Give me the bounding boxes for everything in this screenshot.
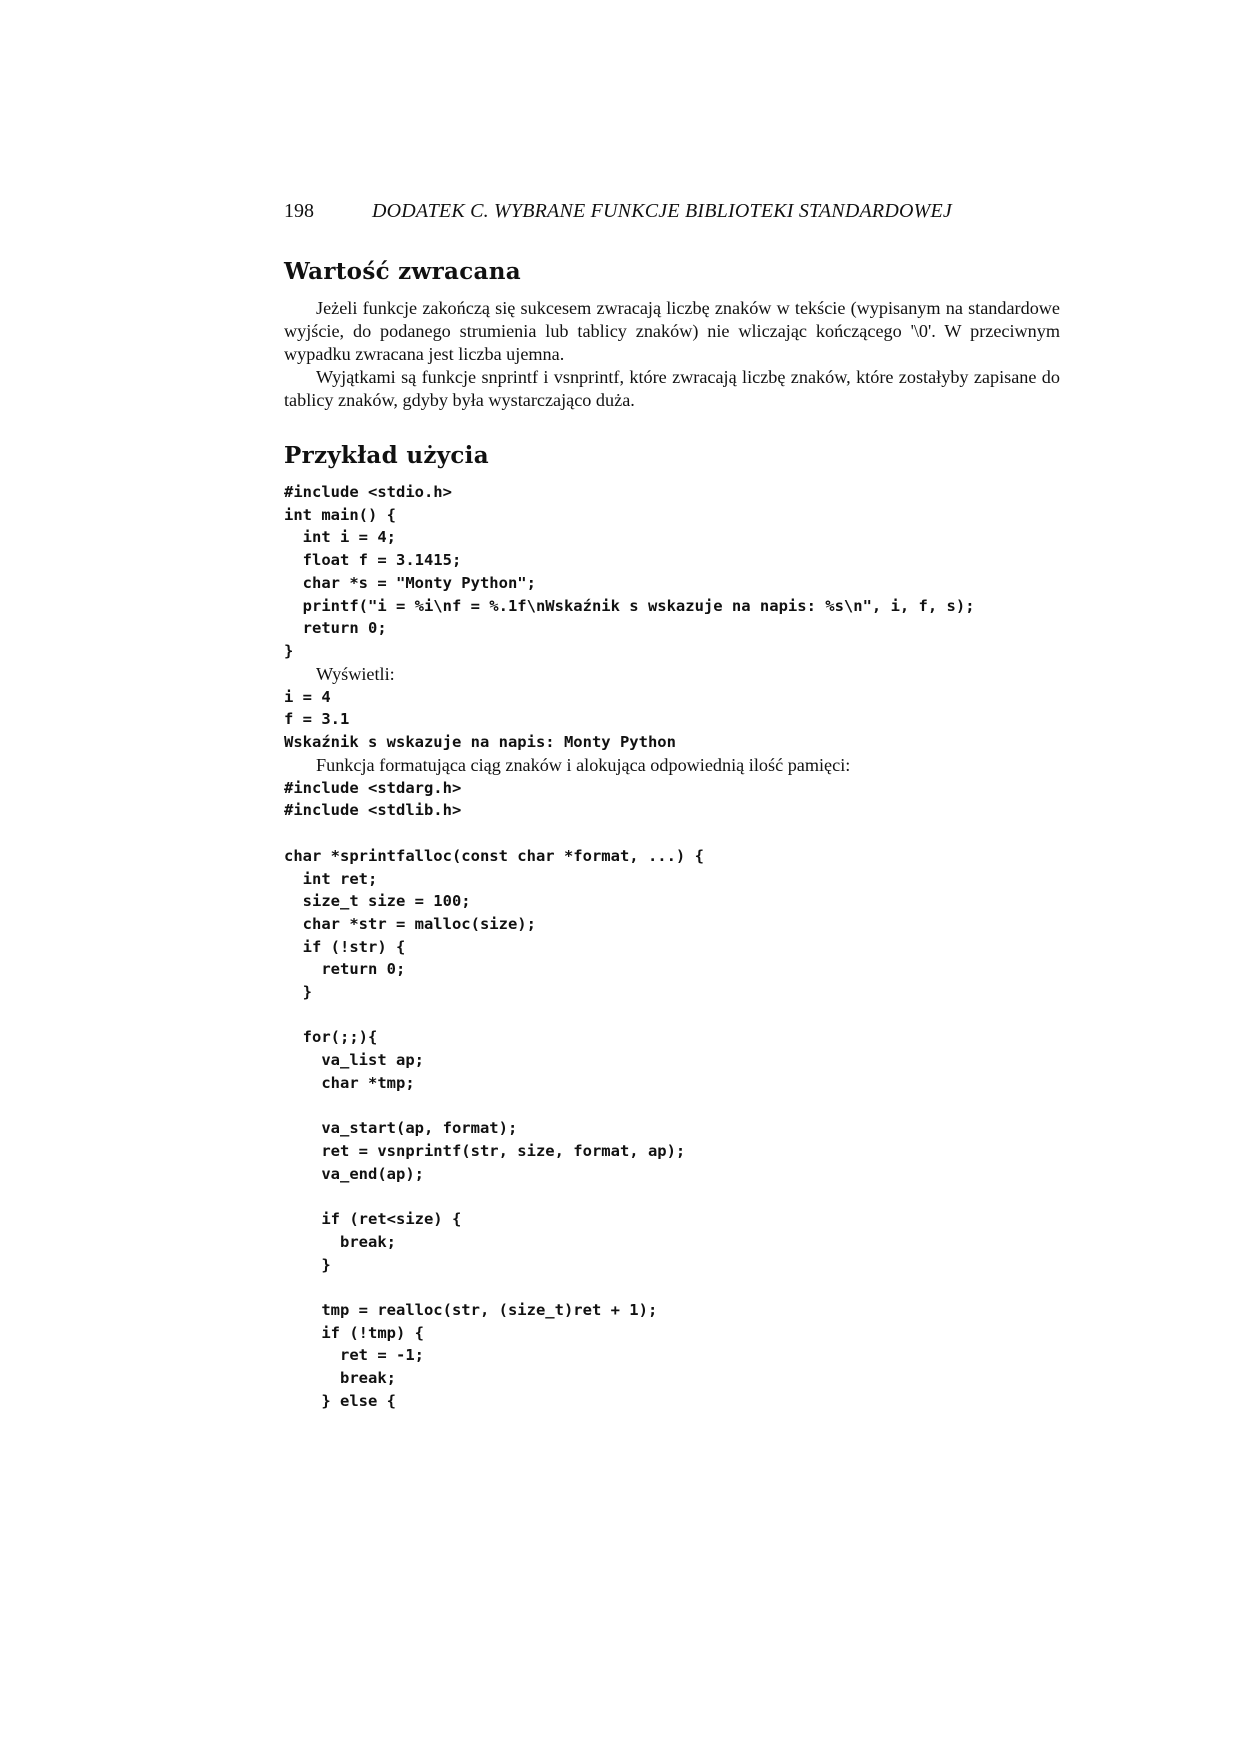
code-listing-sprintfalloc: #include <stdarg.h> #include <stdlib.h> char *sprintfalloc(const char *format, ...) { int ret; size_t size = 100; char *str = malloc(size); if (!str) { return 0; } for(;;){ va_list ap; char *tmp; va_start(ap, format); ret = vsnprintf(str, size, format, ap); va_end(ap); if (ret<size) { break; } tmp = realloc(str, (size_t)ret + 1); if (!tmp) { ret = -1; break; } else { — [284, 778, 704, 1410]
section-heading-example: Przykład użycia — [284, 442, 489, 469]
output-label: Wyświetli: — [316, 663, 395, 684]
section-heading-return-value: Wartość zwracana — [284, 258, 521, 285]
code-listing-printf: #include <stdio.h> int main() { int i = 4; float f = 3.1415; char *s = "Monty Python"; printf("i = %i\nf = %.1f\nWskaźnik s wskazuje na napis: %s\n", i, f, s); return 0; } — [284, 483, 975, 660]
running-title: DODATEK C. WYBRANE FUNKCJE BIBLIOTEKI STANDARDOWEJ — [372, 200, 952, 222]
page — [284, 200, 1060, 1412]
return-value-paragraph-2: Wyjątkami są funkcje snprintf i vsnprintf, które zwracają liczbę znaków, które zostałyby zapisane do tablicy znaków, gdyby była wystarczająco duża. — [284, 367, 1060, 410]
return-value-paragraph-1: Jeżeli funkcje zakończą się sukcesem zwracają liczbę znaków w tekście (wypisanym na standardowe wyjście, do podanego strumienia lub tablicy znaków) nie wliczając kończącego '\0'. W przeciwnym wypadku zwracana jest liczba ujemna. — [284, 298, 1060, 364]
running-header — [284, 200, 1060, 234]
alloc-intro-paragraph: Funkcja formatująca ciąg znaków i alokująca odpowiednią ilość pamięci: — [316, 754, 851, 775]
page-number: 198 — [284, 200, 314, 222]
program-output: i = 4 f = 3.1 Wskaźnik s wskazuje na napis: Monty Python — [284, 687, 676, 752]
